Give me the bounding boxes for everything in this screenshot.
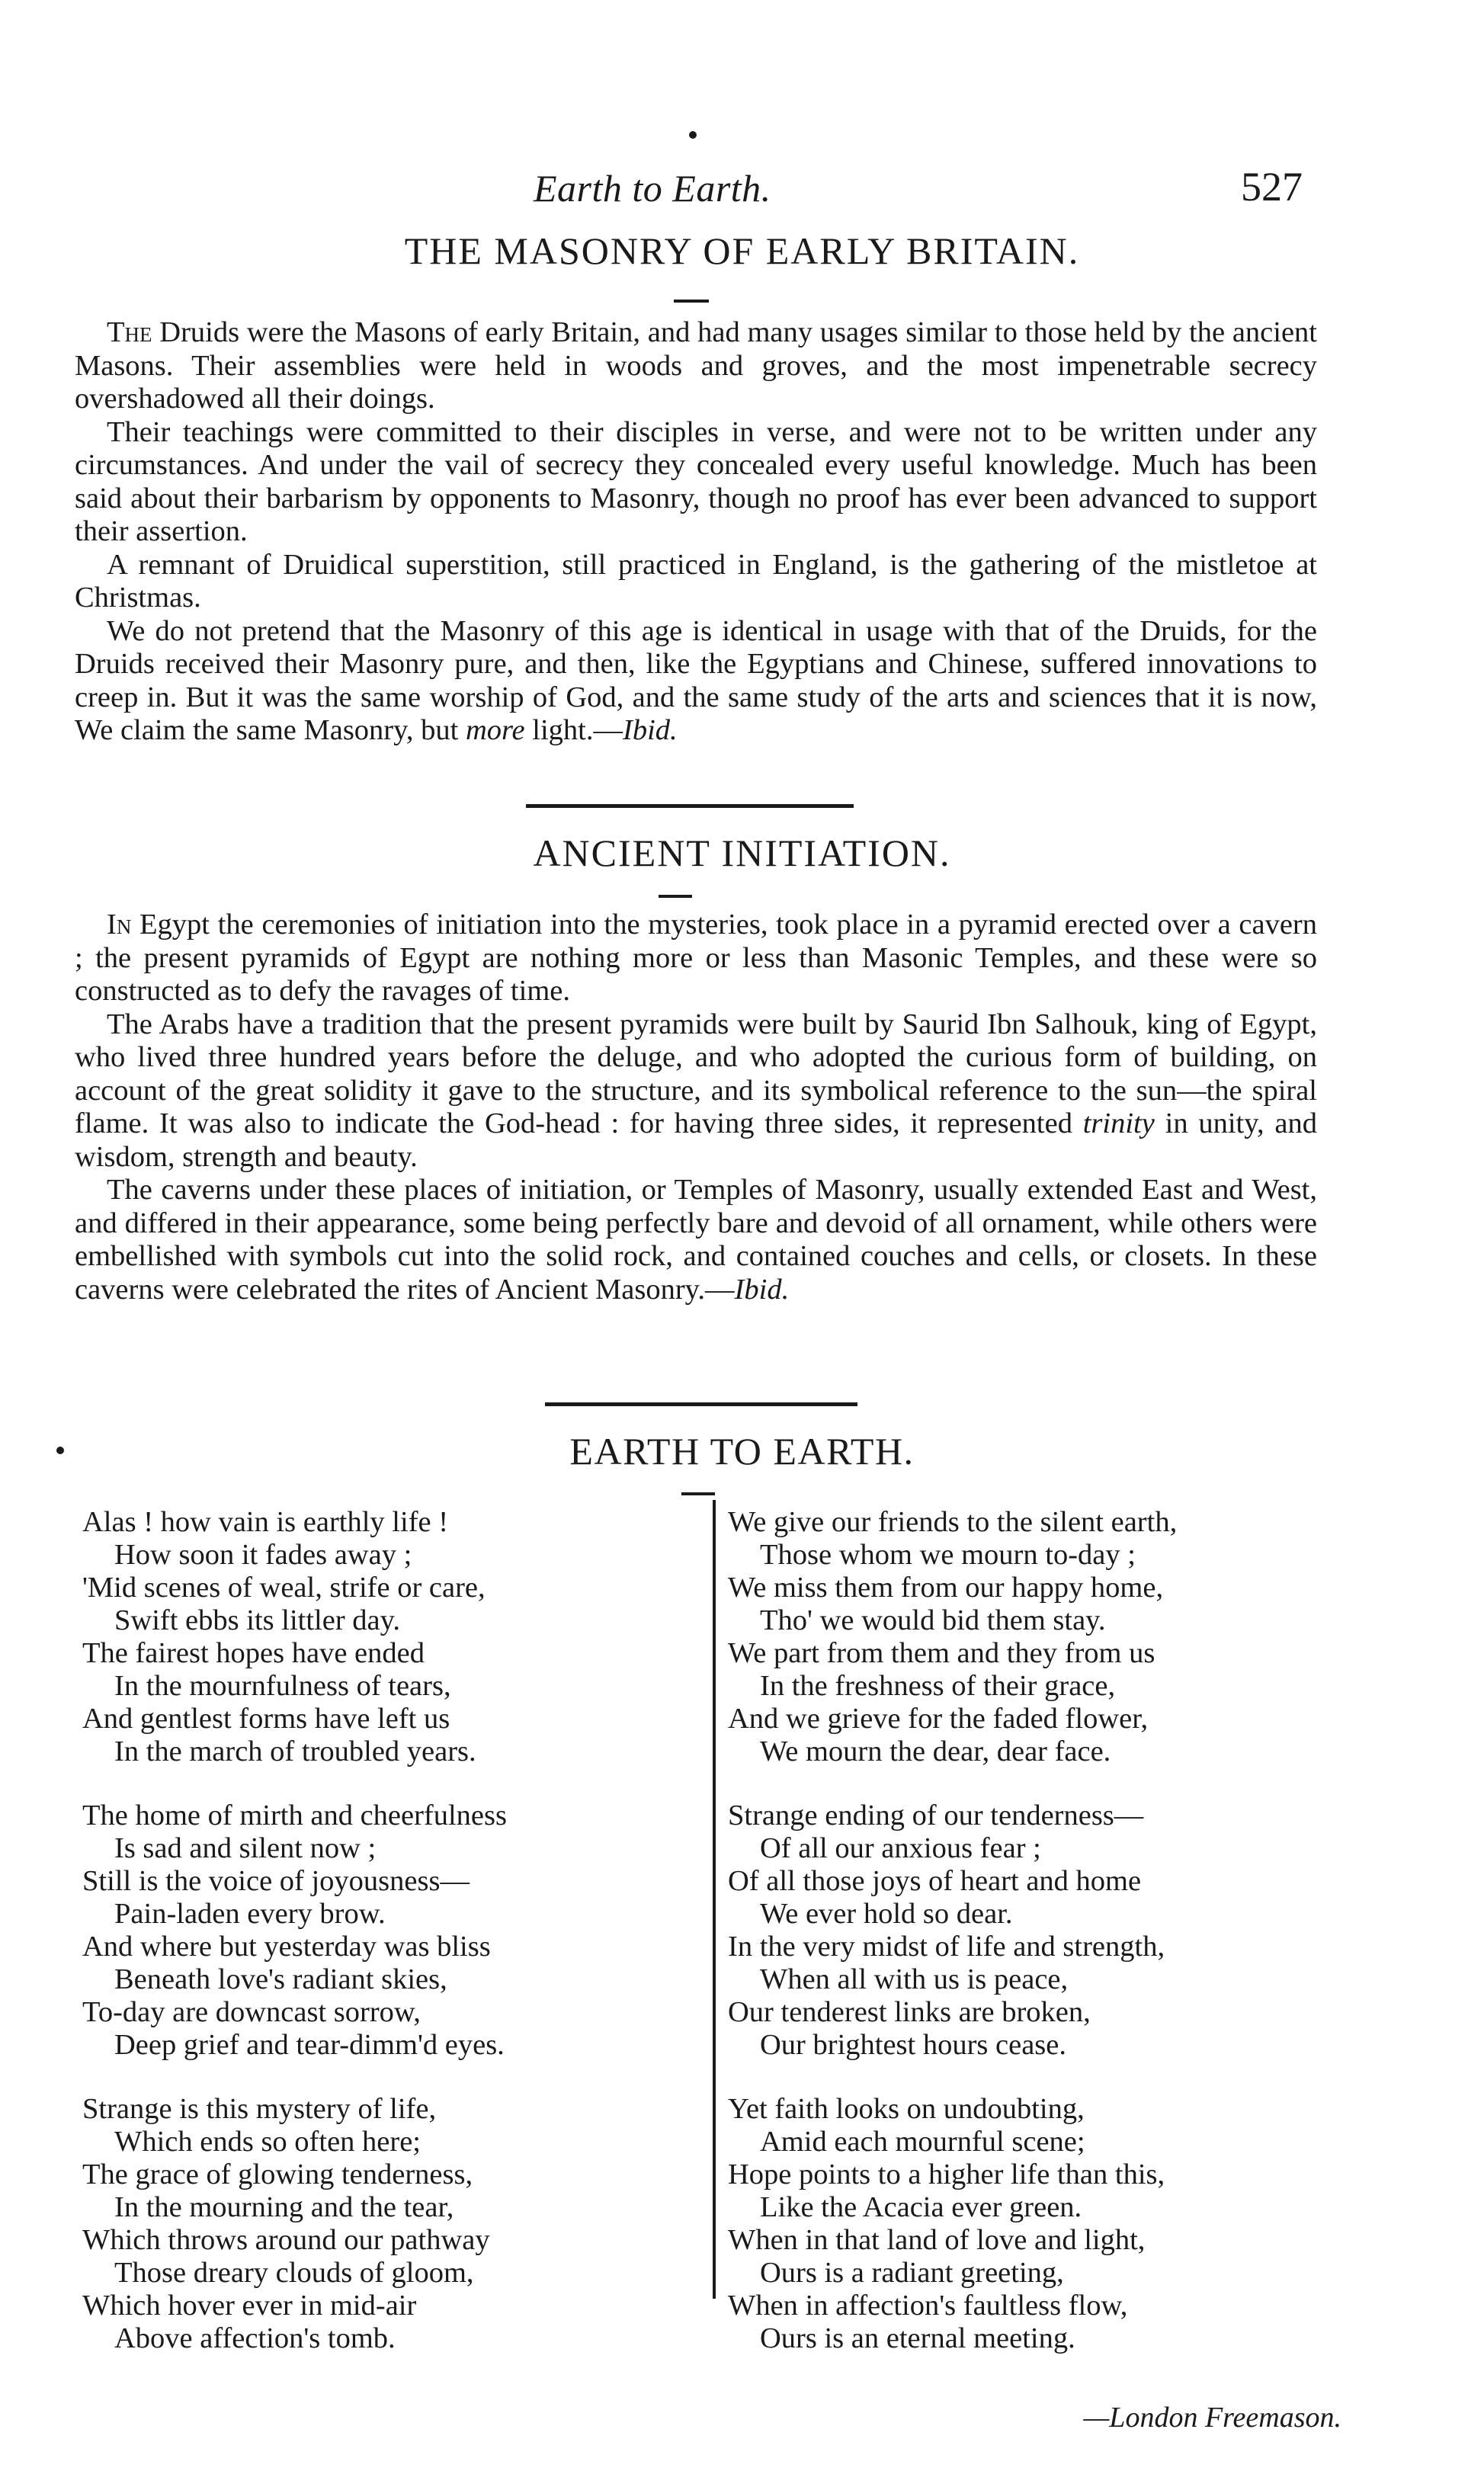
poem-line: Still is the voice of joyousness— [82, 1865, 470, 1897]
poem-line: We miss them from our happy home, [728, 1572, 1164, 1604]
poem-line: In the mournfulness of tears, [114, 1670, 451, 1702]
paragraph: A remnant of Druidical superstition, still practiced in England, is the gathering of the mistletoe at Christmas. [75, 548, 1317, 614]
poem-line: We part from them and they from us [728, 1637, 1155, 1669]
paragraph: The Druids were the Masons of early Britain, and had many usages similar to those held by the ancient Masons. Their assemblies were held in woods and groves, and the most impenetrable secrecy overshadowed all their doings. [75, 316, 1317, 415]
poem-line: Hope points to a higher life than this, [728, 2158, 1165, 2190]
poem-line: In the mourning and the tear, [114, 2191, 454, 2223]
title-dash [681, 1492, 715, 1495]
poem-column-left [82, 1506, 692, 2386]
article-ancient-initiation [75, 909, 1317, 1306]
poem-line: The grace of glowing tenderness, [82, 2158, 473, 2190]
poem-line: Tho' we would bid them stay. [760, 1604, 1106, 1636]
poem-line: In the march of troubled years. [114, 1735, 476, 1767]
title-dash [659, 895, 692, 898]
poem-line: And gentlest forms have left us [82, 1703, 450, 1735]
running-head-title: Earth to Earth. [534, 167, 771, 210]
poem-line: Is sad and silent now ; [114, 1832, 377, 1864]
page-number: 527 [1241, 164, 1303, 210]
poem-line: Ours is a radiant greeting, [760, 2257, 1064, 2289]
poem-line: Beneath love's radiant skies, [114, 1963, 447, 1995]
poem-line: Pain-laden every brow. [114, 1898, 386, 1930]
poem-line: The fairest hopes have ended [82, 1637, 425, 1669]
poem-stanza [728, 1799, 1414, 2062]
poem-line: Those whom we mourn to-day ; [760, 1539, 1136, 1571]
poem-line: Like the Acacia ever green. [760, 2191, 1082, 2223]
poem-line: 'Mid scenes of weal, strife or care, [82, 1572, 486, 1604]
paragraph: The Arabs have a tradition that the present pyramids were built by Saurid Ibn Salhouk, king of Egypt, who lived three hundred years before the deluge, and who adopted the curious form of building, on account of the great solidity it gave to the structure, and its symbolical reference to the sun—the spiral flame. It was also to indicate the God-head : for having three sides, it represented trinity in unity, and wisdom, strength and beauty. [75, 1008, 1317, 1173]
poem-line: Which throws around our pathway [82, 2224, 490, 2256]
poem-line: Amid each mournful scene; [760, 2126, 1085, 2158]
paragraph: Their teachings were committed to their disciples in verse, and were not to be written under any circumstances. And under the vail of secrecy they concealed every useful knowledge. Much has been said about their barbarism by opponents to Masonry, though no proof has ever been advanced to support their assertion. [75, 415, 1317, 547]
paragraph: We do not pretend that the Masonry of this age is identical in usage with that of the Druids, for the Druids received their Masonry pure, and then, like the Egyptians and Chinese, suffered innovations to creep in. But it was the same worship of God, and the same study of the arts and sciences that it is now, We claim the same Masonry, but more light.—Ibid. [75, 614, 1317, 746]
running-head [0, 160, 1484, 213]
poem-line: And we grieve for the faded flower, [728, 1703, 1149, 1735]
paragraph: In Egypt the ceremonies of initiation into the mysteries, took place in a pyramid erected over a cavern ; the present pyramids of Egypt are nothing more or less than Masonic Temples, and these were so constructed as to defy the ravages of time. [75, 909, 1317, 1007]
poem-line: We mourn the dear, dear face. [760, 1735, 1111, 1767]
poem-stanza [728, 2093, 1414, 2355]
poem-line: Swift ebbs its littler day. [114, 1604, 400, 1636]
poem-line: Our brightest hours cease. [760, 2029, 1066, 2061]
poem-line: We ever hold so dear. [760, 1898, 1013, 1930]
poem-line: When all with us is peace, [760, 1963, 1069, 1995]
poem-line: Strange is this mystery of life, [82, 2093, 437, 2125]
poem-line: Yet faith looks on undoubting, [728, 2093, 1085, 2125]
ornament-dot [689, 131, 697, 139]
poem-stanza [82, 2093, 692, 2355]
poem-line: Which hover ever in mid-air [82, 2290, 417, 2322]
poem-line: Those dreary clouds of gloom, [114, 2257, 474, 2289]
poem-line: Strange ending of our tenderness— [728, 1799, 1144, 1831]
poem-title: EARTH TO EARTH. [569, 1430, 915, 1473]
poem-line: Above affection's tomb. [114, 2322, 396, 2354]
poem-line: Alas ! how vain is earthly life ! [82, 1506, 449, 1538]
title-dash [674, 300, 709, 303]
poem-line: The home of mirth and cheerfulness [82, 1799, 507, 1831]
poem-stanza [82, 1799, 692, 2062]
poem-line: Of all our anxious fear ; [760, 1832, 1041, 1864]
poem-line: Our tenderest links are broken, [728, 1996, 1091, 2028]
column-rule [713, 1500, 716, 2299]
poem-line: In the very midst of life and strength, [728, 1931, 1165, 1963]
poem-line: Which ends so often here; [114, 2126, 421, 2158]
poem-line: When in that land of love and light, [728, 2224, 1146, 2256]
poem-column-right [728, 1506, 1414, 2386]
poem-line: In the freshness of their grace, [760, 1670, 1116, 1702]
poem-line: When in affection's faultless flow, [728, 2290, 1128, 2322]
paragraph: The caverns under these places of initiation, or Temples of Masonry, usually extended East and West, and differed in their appearance, some being perfectly bare and devoid of all ornament, while others were embellished with symbols cut into the solid rock, and contained couches and cells, or closets. In these caverns were celebrated the rites of Ancient Masonry.—Ibid. [75, 1174, 1317, 1306]
poem-line: Of all those joys of heart and home [728, 1865, 1142, 1897]
article-masonry-early-britain [75, 316, 1317, 748]
poem-line: To-day are downcast sorrow, [82, 1996, 421, 2028]
poem-line: And where but yesterday was bliss [82, 1931, 491, 1963]
section-divider [545, 1402, 857, 1406]
poem-line: Deep grief and tear-dimm'd eyes. [114, 2029, 505, 2061]
article-title-masonry-early-britain: THE MASONRY OF EARLY BRITAIN. [404, 229, 1080, 272]
poem-line: We give our friends to the silent earth, [728, 1506, 1178, 1538]
poem-stanza [82, 1506, 692, 1768]
article-title-ancient-initiation: ANCIENT INITIATION. [533, 832, 951, 874]
poem-line: Ours is an eternal meeting. [760, 2322, 1075, 2354]
poem-line: How soon it fades away ; [114, 1539, 412, 1571]
poem-attribution: —London Freemason. [1083, 2402, 1341, 2434]
section-divider [526, 804, 854, 808]
poem-stanza [728, 1506, 1414, 1768]
